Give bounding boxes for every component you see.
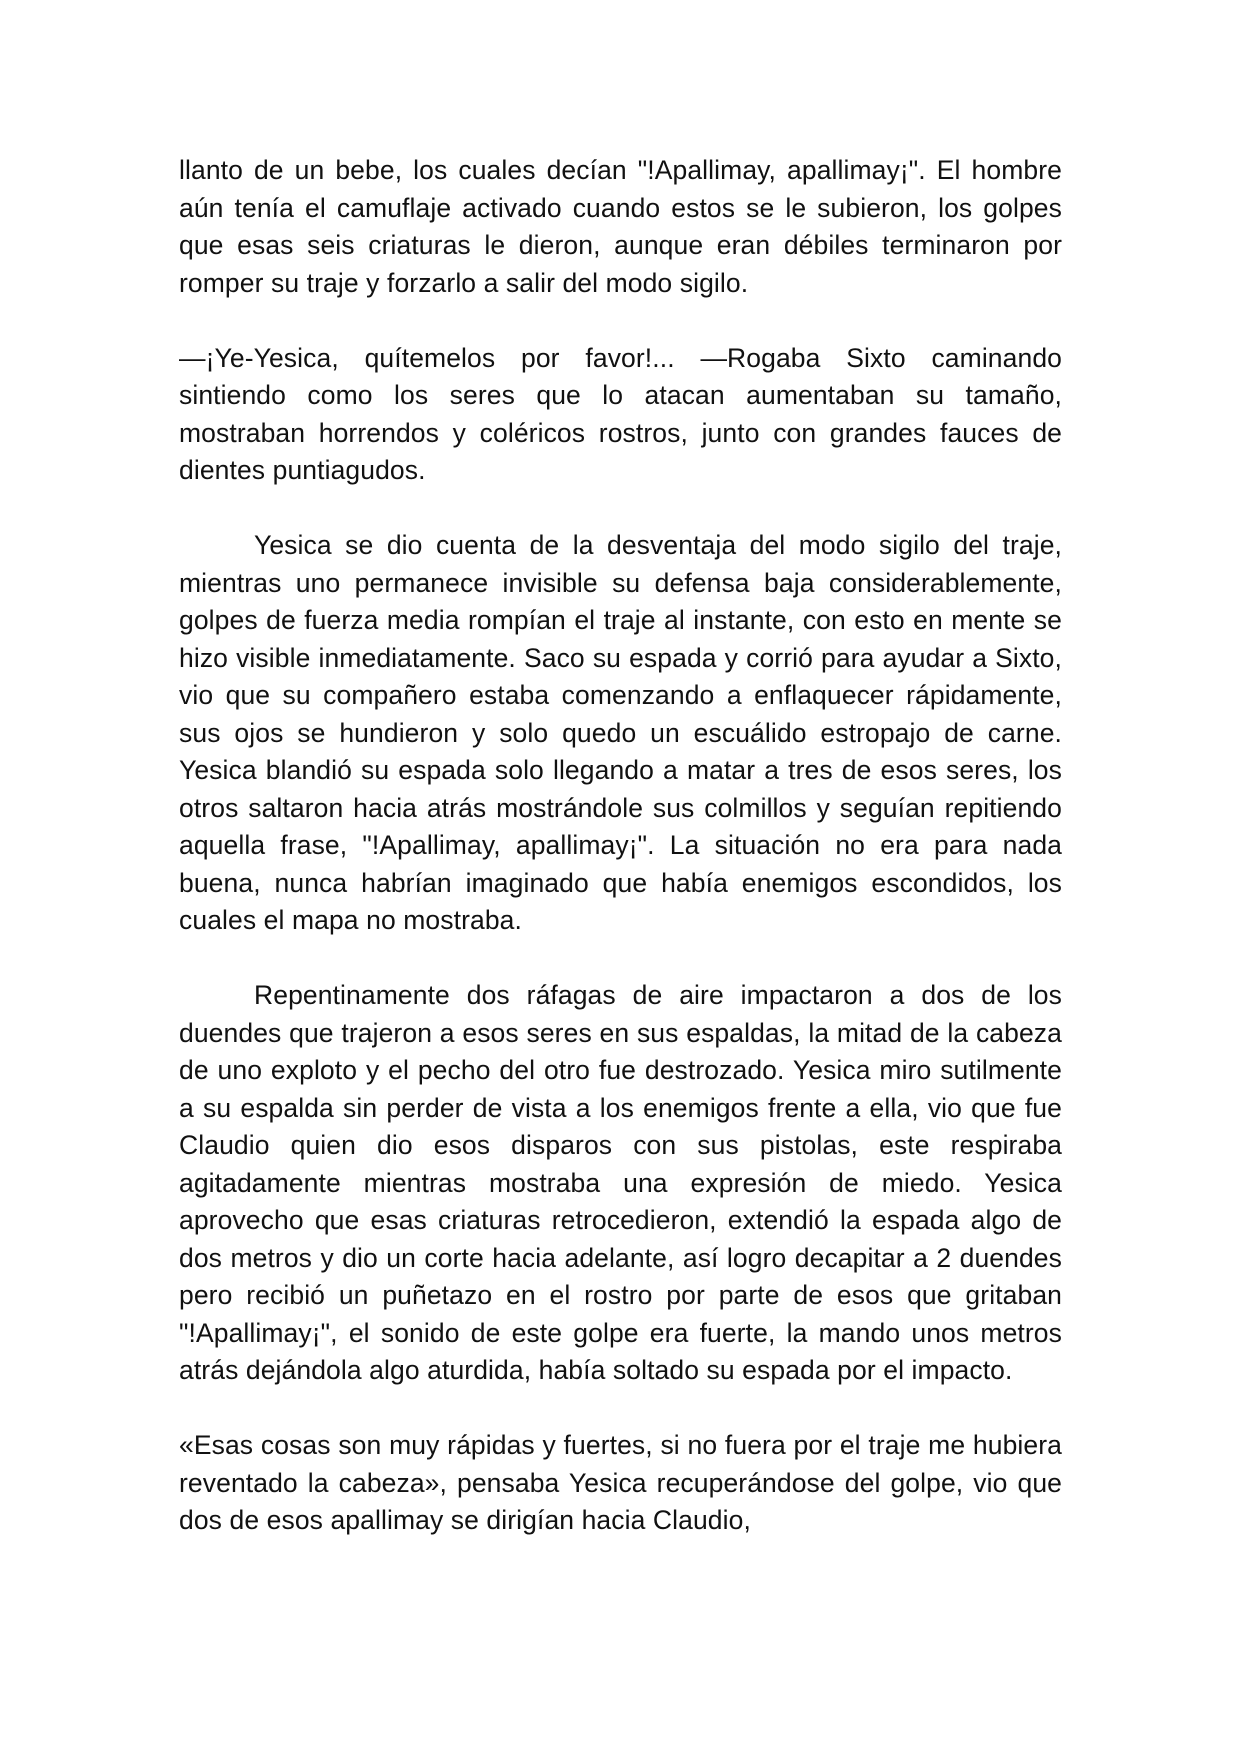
paragraph-4: Repentinamente dos ráfagas de aire impactaron a dos de los duendes que trajeron a esos seres en sus espaldas, la mitad de la cabeza de uno exploto y el pecho del otro fue destrozado. Yesica miro sutilmente a su espalda sin perder de vista a los enemigos frente a ella, vio que fue Claudio quien dio esos disparos con sus pistolas, este respiraba agitadamente mientras mostraba una expresión de miedo. Yesica aprovecho que esas criaturas retrocedieron, extendió la espada algo de dos metros y dio un corte hacia adelante, así logro decapitar a 2 duendes pero recibió un puñetazo en el rostro por parte de esos que gritaban "!Apallimay¡", el sonido de este golpe era fuerte, la mando unos metros atrás dejándola algo aturdida, había soltado su espada por el impacto. [179,980,1062,1385]
paragraph-5: «Esas cosas son muy rápidas y fuertes, si no fuera por el traje me hubiera reventado la cabeza», pensaba Yesica recuperándose del golpe, vio que dos de esos apallimay se dirigían hacia Claudio, [179,1430,1062,1535]
paragraph-2: —¡Ye-Yesica, quítemelos por favor!... —Rogaba Sixto caminando sintiendo como los seres que lo atacan aumentaban su tamaño, mostraban horrendos y coléricos rostros, junto con grandes fauces de dientes puntiagudos. [179,342,1062,485]
paragraph-1: llanto de un bebe, los cuales decían "!Apallimay, apallimay¡". El hombre aún tenía el camuflaje activado cuando estos se le subieron, los golpes que esas seis criaturas le dieron, aunque eran débiles terminaron por romper su traje y forzarlo a salir del modo sigilo. [179,155,1062,298]
document-page [179,152,1062,1540]
paragraph-3: Yesica se dio cuenta de la desventaja del modo sigilo del traje, mientras uno permanece invisible su defensa baja considerablemente, golpes de fuerza media rompían el traje al instante, con esto en mente se hizo visible inmediatamente. Saco su espada y corrió para ayudar a Sixto, vio que su compañero estaba comenzando a enflaquecer rápidamente, sus ojos se hundieron y solo quedo un escuálido estropajo de carne. Yesica blandió su espada solo llegando a matar a tres de esos seres, los otros saltaron hacia atrás mostrándole sus colmillos y seguían repitiendo aquella frase, "!Apallimay, apallimay¡". La situación no era para nada buena, nunca habrían imaginado que había enemigos escondidos, los cuales el mapa no mostraba. [179,530,1062,935]
